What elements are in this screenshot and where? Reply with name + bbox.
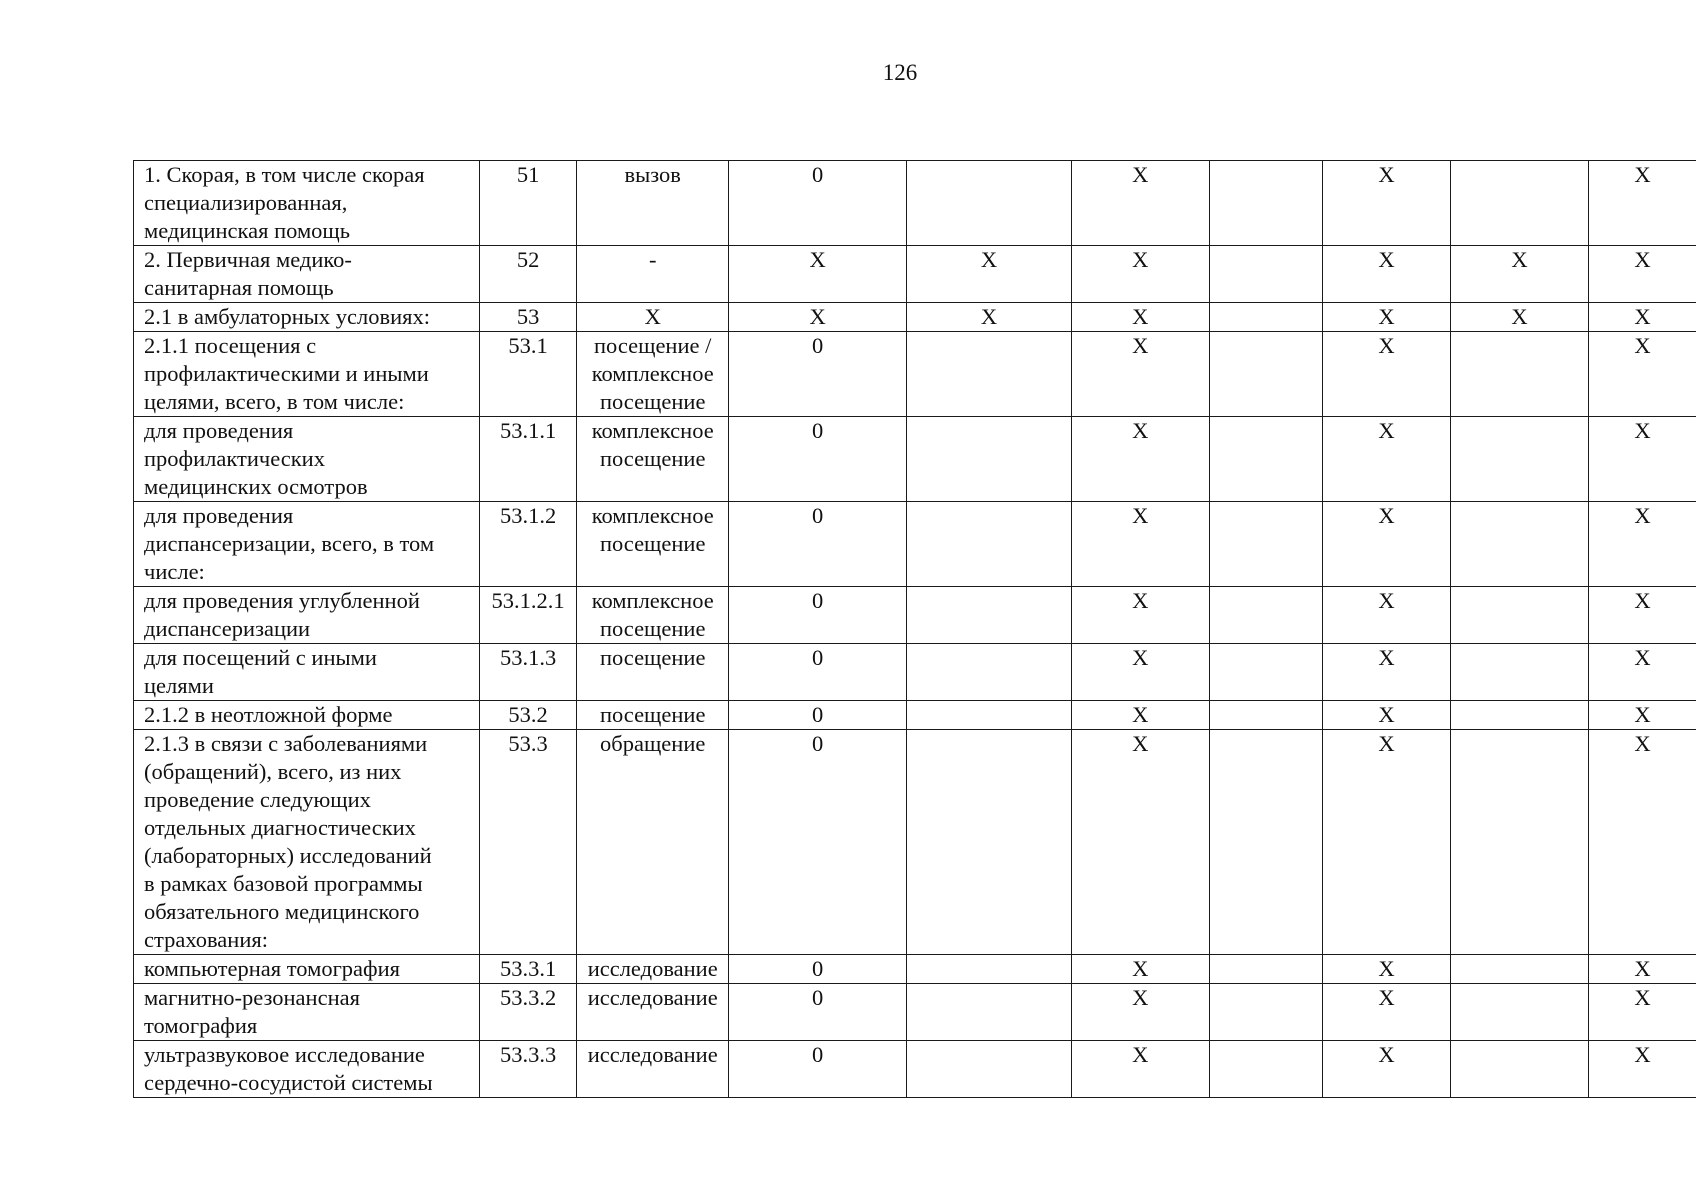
row-code-cell: 53.3.1 <box>479 955 577 984</box>
row-name-cell: 2. Первичная медико- санитарная помощь <box>134 246 480 303</box>
row-code-cell: 53.3.3 <box>479 1041 577 1098</box>
table-row <box>134 502 1696 587</box>
row-code-cell: 53.1.3 <box>479 644 577 701</box>
value-cell: X <box>729 303 907 332</box>
value-cell: X <box>1322 730 1450 955</box>
value-cell <box>1451 587 1589 644</box>
row-code-cell: 53.3.2 <box>479 984 577 1041</box>
value-cell <box>1451 1041 1589 1098</box>
row-unit-cell: исследование <box>577 955 729 984</box>
table-row <box>134 417 1696 502</box>
value-cell <box>907 161 1072 246</box>
value-cell <box>1451 955 1589 984</box>
row-unit-cell: исследование <box>577 1041 729 1098</box>
table-row <box>134 984 1696 1041</box>
value-cell: X <box>1588 502 1696 587</box>
row-unit-cell: посещение <box>577 644 729 701</box>
value-cell: X <box>1322 587 1450 644</box>
table-row <box>134 587 1696 644</box>
value-cell <box>907 730 1072 955</box>
table-row <box>134 332 1696 417</box>
value-cell: X <box>1588 701 1696 730</box>
value-cell: X <box>907 303 1072 332</box>
value-cell <box>1451 644 1589 701</box>
row-unit-cell: вызов <box>577 161 729 246</box>
value-cell: 0 <box>729 984 907 1041</box>
row-code-cell: 52 <box>479 246 577 303</box>
value-cell: X <box>1322 502 1450 587</box>
row-name-cell: 2.1 в амбулаторных условиях: <box>134 303 480 332</box>
value-cell: X <box>1071 303 1209 332</box>
value-cell <box>907 644 1072 701</box>
value-cell <box>1209 587 1322 644</box>
row-unit-cell: обращение <box>577 730 729 955</box>
value-cell <box>907 984 1072 1041</box>
value-cell <box>1451 332 1589 417</box>
table-row <box>134 644 1696 701</box>
row-code-cell: 53.2 <box>479 701 577 730</box>
row-name-cell: 2.1.3 в связи с заболеваниями (обращений), всего, из них проведение следующих отдельных диагностических (лабораторных) исследований в рамках базовой программы обязательного медицинского страхования: <box>134 730 480 955</box>
value-cell: X <box>1588 730 1696 955</box>
value-cell <box>907 502 1072 587</box>
value-cell <box>907 701 1072 730</box>
value-cell: X <box>1071 955 1209 984</box>
page-number: 126 <box>882 60 918 85</box>
value-cell: X <box>1071 644 1209 701</box>
row-name-cell: для проведения профилактических медицинских осмотров <box>134 417 480 502</box>
value-cell: 0 <box>729 161 907 246</box>
value-cell: X <box>1322 1041 1450 1098</box>
value-cell <box>1209 730 1322 955</box>
value-cell: X <box>1322 417 1450 502</box>
value-cell <box>1451 161 1589 246</box>
value-cell: X <box>1071 730 1209 955</box>
row-name-cell: для проведения диспансеризации, всего, в том числе: <box>134 502 480 587</box>
table-row <box>134 303 1696 332</box>
row-unit-cell: посещение / комплексное посещение <box>577 332 729 417</box>
value-cell <box>1451 984 1589 1041</box>
value-cell <box>907 332 1072 417</box>
value-cell: 0 <box>729 701 907 730</box>
row-code-cell: 53.3 <box>479 730 577 955</box>
row-name-cell: для посещений с иными целями <box>134 644 480 701</box>
value-cell: X <box>1071 246 1209 303</box>
value-cell: 0 <box>729 955 907 984</box>
value-cell: X <box>1588 417 1696 502</box>
value-cell <box>1209 1041 1322 1098</box>
value-cell <box>1209 332 1322 417</box>
value-cell: 0 <box>729 644 907 701</box>
table-row <box>134 730 1696 955</box>
value-cell <box>1451 502 1589 587</box>
value-cell <box>1209 955 1322 984</box>
value-cell: 0 <box>729 1041 907 1098</box>
value-cell: X <box>1071 502 1209 587</box>
value-cell: X <box>1322 161 1450 246</box>
row-code-cell: 53.1 <box>479 332 577 417</box>
row-code-cell: 51 <box>479 161 577 246</box>
value-cell: X <box>1588 332 1696 417</box>
value-cell: X <box>1071 417 1209 502</box>
value-cell: 0 <box>729 730 907 955</box>
value-cell: X <box>1322 984 1450 1041</box>
row-unit-cell: X <box>577 303 729 332</box>
row-name-cell: 1. Скорая, в том числе скорая специализированная, медицинская помощь <box>134 161 480 246</box>
row-unit-cell: комплексное посещение <box>577 587 729 644</box>
value-cell: X <box>1071 701 1209 730</box>
value-cell: X <box>1588 161 1696 246</box>
value-cell: X <box>1451 303 1589 332</box>
value-cell: X <box>1588 1041 1696 1098</box>
value-cell <box>1209 161 1322 246</box>
value-cell <box>907 587 1072 644</box>
value-cell: X <box>1071 984 1209 1041</box>
table-row <box>134 1041 1696 1098</box>
row-unit-cell: комплексное посещение <box>577 417 729 502</box>
row-name-cell: компьютерная томография <box>134 955 480 984</box>
value-cell: X <box>1588 644 1696 701</box>
value-cell: X <box>1588 303 1696 332</box>
value-cell: X <box>1071 332 1209 417</box>
row-unit-cell: комплексное посещение <box>577 502 729 587</box>
row-code-cell: 53.1.2.1 <box>479 587 577 644</box>
row-name-cell: магнитно-резонансная томография <box>134 984 480 1041</box>
value-cell: X <box>1451 246 1589 303</box>
value-cell <box>1209 303 1322 332</box>
value-cell <box>1209 246 1322 303</box>
value-cell: 0 <box>729 332 907 417</box>
value-cell <box>1451 701 1589 730</box>
value-cell: X <box>1071 161 1209 246</box>
value-cell <box>907 417 1072 502</box>
value-cell: X <box>729 246 907 303</box>
value-cell: X <box>1322 701 1450 730</box>
row-name-cell: 2.1.1 посещения с профилактическими и иными целями, всего, в том числе: <box>134 332 480 417</box>
value-cell <box>907 1041 1072 1098</box>
value-cell: X <box>1588 955 1696 984</box>
row-name-cell: 2.1.2 в неотложной форме <box>134 701 480 730</box>
value-cell: 0 <box>729 417 907 502</box>
value-cell: X <box>1322 955 1450 984</box>
value-cell <box>907 955 1072 984</box>
row-unit-cell: посещение <box>577 701 729 730</box>
value-cell <box>1209 644 1322 701</box>
table-row <box>134 246 1696 303</box>
value-cell <box>1209 417 1322 502</box>
row-name-cell: для проведения углубленной диспансеризации <box>134 587 480 644</box>
value-cell: X <box>1071 1041 1209 1098</box>
value-cell <box>1451 417 1589 502</box>
value-cell: X <box>1588 246 1696 303</box>
table-row <box>134 701 1696 730</box>
row-code-cell: 53.1.2 <box>479 502 577 587</box>
row-name-cell: ультразвуковое исследование сердечно-сосудистой системы <box>134 1041 480 1098</box>
value-cell: X <box>1322 246 1450 303</box>
table-row <box>134 955 1696 984</box>
table-row <box>134 161 1696 246</box>
value-cell: X <box>1071 587 1209 644</box>
value-cell: X <box>1322 332 1450 417</box>
value-cell <box>1209 502 1322 587</box>
value-cell: 0 <box>729 502 907 587</box>
value-cell: X <box>907 246 1072 303</box>
value-cell: X <box>1588 984 1696 1041</box>
row-unit-cell: - <box>577 246 729 303</box>
value-cell <box>1209 701 1322 730</box>
data-table <box>133 160 1696 1098</box>
value-cell <box>1451 730 1589 955</box>
value-cell: X <box>1322 303 1450 332</box>
row-code-cell: 53 <box>479 303 577 332</box>
value-cell <box>1209 984 1322 1041</box>
value-cell: 0 <box>729 587 907 644</box>
row-code-cell: 53.1.1 <box>479 417 577 502</box>
value-cell: X <box>1588 587 1696 644</box>
value-cell: X <box>1322 644 1450 701</box>
row-unit-cell: исследование <box>577 984 729 1041</box>
